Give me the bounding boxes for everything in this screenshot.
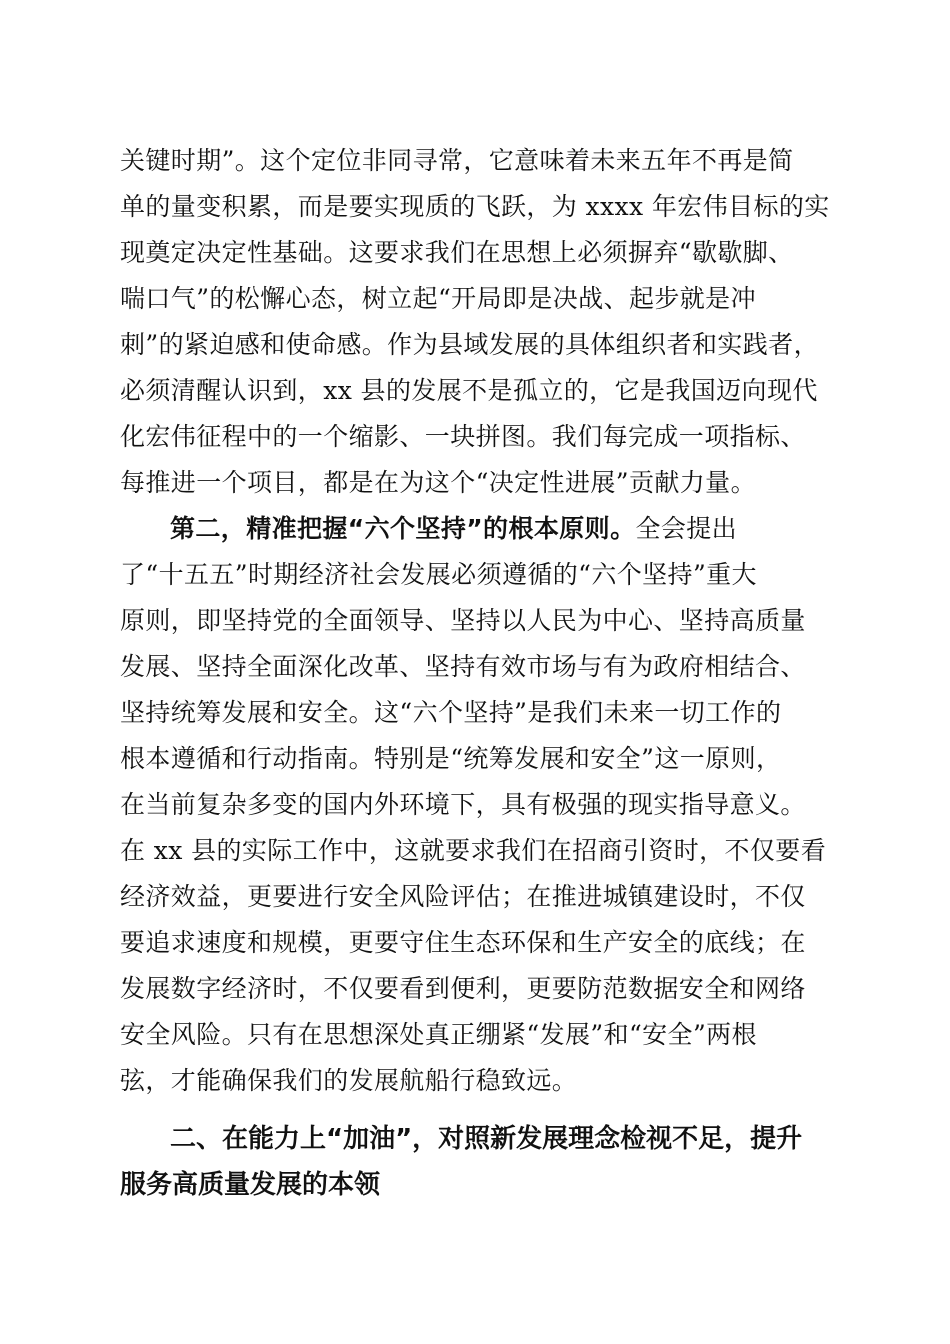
paragraph-lead-bold: 第二，精准把握“六个坚持”的根本原则。 xyxy=(170,514,636,543)
heading-line: 二、在能力上“加油”，对照新发展理念检视不足，提升 xyxy=(170,1124,803,1154)
text-line: 每推进一个项目，都是在为这个“决定性进展”贡献力量。 xyxy=(120,468,756,497)
section-heading xyxy=(120,1116,832,1208)
text-line: 喘口气”的松懈心态，树立起“开局即是决战、起步就是冲 xyxy=(120,284,756,313)
document-body xyxy=(120,138,832,1208)
text-line: 坚持统筹发展和安全。这“六个坚持”是我们未来一切工作的 xyxy=(120,698,782,727)
text-line: 必须清醒认识到，xx 县的发展不是孤立的，它是我国迈向现代 xyxy=(120,376,818,405)
text-line: 了“十五五”时期经济社会发展必须遵循的“六个坚持”重大 xyxy=(120,560,757,589)
heading-line: 服务高质量发展的本领 xyxy=(120,1170,381,1200)
text-line: 现奠定决定性基础。这要求我们在思想上必须摒弃“歇歇脚、 xyxy=(120,238,794,267)
text-line: 关键时期”。这个定位非同寻常，它意味着未来五年不再是简 xyxy=(120,146,794,175)
text-line: 经济效益，更要进行安全风险评估；在推进城镇建设时，不仅 xyxy=(120,882,806,911)
text-line: 单的量变积累，而是要实现质的飞跃，为 xxxx 年宏伟目标的实 xyxy=(120,192,830,221)
text-line: 在 xx 县的实际工作中，这就要求我们在招商引资时，不仅要看 xyxy=(120,836,827,865)
text-line-first xyxy=(120,506,832,552)
text-line: 弦，才能确保我们的发展航船行稳致远。 xyxy=(120,1066,578,1095)
text-line: 化宏伟征程中的一个缩影、一块拼图。我们每完成一项指标、 xyxy=(120,422,806,451)
text-line: 在当前复杂多变的国内外环境下，具有极强的现实指导意义。 xyxy=(120,790,806,819)
text-line: 要追求速度和规模，更要守住生态环保和生产安全的底线；在 xyxy=(120,928,806,957)
paragraph-1 xyxy=(120,138,832,506)
text-line: 发展数字经济时，不仅要看到便利，更要防范数据安全和网络 xyxy=(120,974,806,1003)
paragraph-lead-rest: 全会提出 xyxy=(635,514,738,543)
spacer xyxy=(120,1104,832,1116)
text-line: 发展、坚持全面深化改革、坚持有效市场与有为政府相结合、 xyxy=(120,652,806,681)
text-line: 原则，即坚持党的全面领导、坚持以人民为中心、坚持高质量 xyxy=(120,606,806,635)
text-line: 安全风险。只有在思想深处真正绷紧“发展”和“安全”两根 xyxy=(120,1020,757,1049)
text-line: 刺”的紧迫感和使命感。作为县域发展的具体组织者和实践者， xyxy=(120,330,819,359)
paragraph-2 xyxy=(120,506,832,1104)
text-line: 根本遵循和行动指南。特别是“统筹发展和安全”这一原则， xyxy=(120,744,782,773)
